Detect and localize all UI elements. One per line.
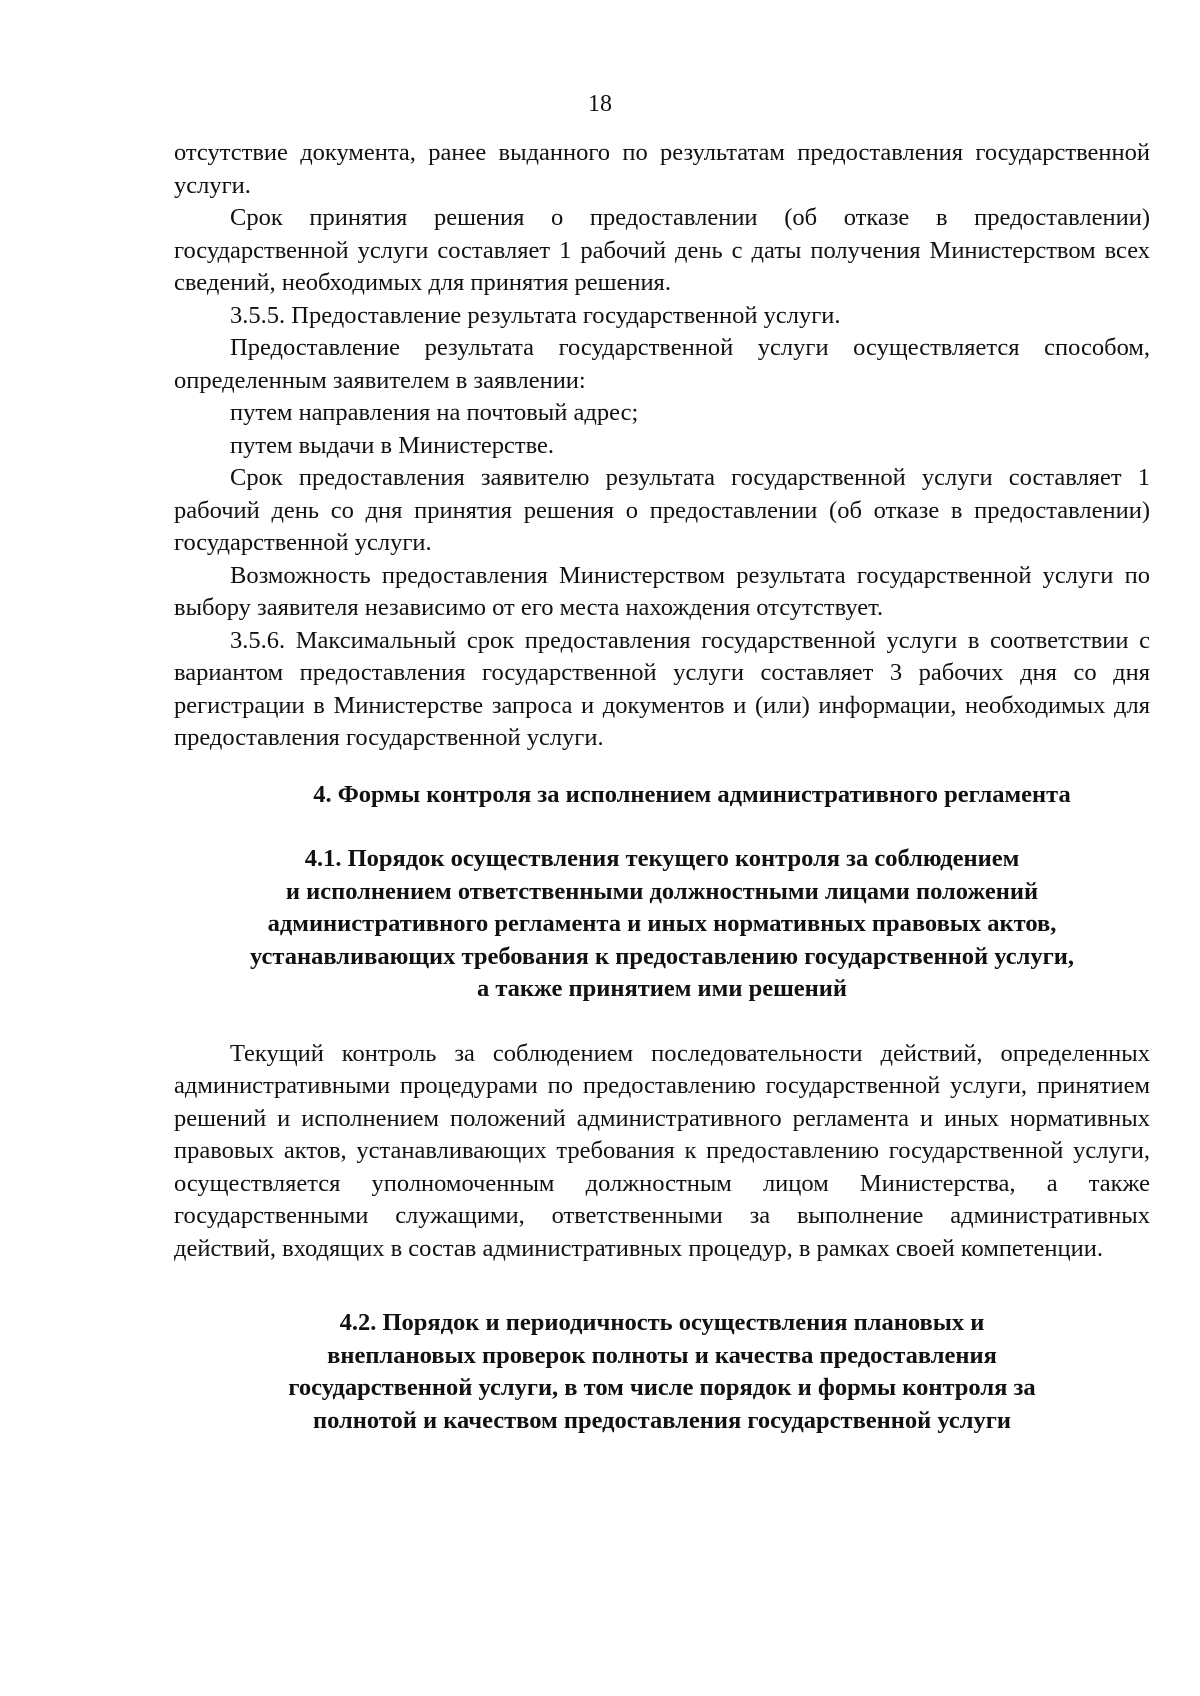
heading-line: 4.2. Порядок и периодичность осуществления плановых и [339,1309,985,1336]
paragraph: Срок предоставления заявителю результата государственной услуги составляет 1 рабочий день со дня принятия решения о предоставлении (об отказе в предоставлении) государственной услуги. [174,464,1150,556]
paragraph: путем направления на почтовый адрес; [230,399,639,426]
heading-line: а также принятием ими решений [476,975,848,1002]
heading-line: устанавливающих требования к предоставлению государственной услуги, [250,942,1074,970]
heading-line: административного регламента и иных нормативных правовых актов, [267,910,1057,937]
subsection-heading [174,1307,1150,1437]
heading-line: государственной услуги, в том числе порядок и формы контроля за [288,1374,1036,1401]
section-heading: 4. Формы контроля за исполнением административного регламента [313,780,1071,808]
heading-line: внеплановых проверок полноты и качества предоставления [327,1341,997,1369]
subsection-heading [174,843,1150,1006]
heading-line: и исполнением ответственными должностными лицами положений [285,877,1039,905]
heading-line: полнотой и качеством предоставления государственной услуги [312,1406,1012,1434]
paragraph: путем выдачи в Министерстве. [230,431,555,459]
document-body [174,137,1150,1437]
paragraph: 3.5.5. Предоставление результата государственной услуги. [230,301,841,329]
paragraph: Возможность предоставления Министерством результата государственной услуги по выбору заявителя независимо от его места нахождения отсутствует. [174,561,1150,621]
page-number: 18 [588,91,612,117]
heading-line: 4.1. Порядок осуществления текущего контроля за соблюдением [304,845,1020,872]
paragraph: Срок принятия решения о предоставлении (об отказе в предоставлении) государственной услуги составляет 1 рабочий день с даты получения Министерством всех сведений, необходимых для принятия решения. [174,204,1150,296]
paragraph: 3.5.6. Максимальный срок предоставления государственной услуги в соответствии с вариантом предоставления государственной услуги составляет 3 рабочих дня со дня регистрации в Министерстве запроса и документов и (или) информации, необходимых для предоставления государственной услуги. [174,626,1150,751]
paragraph: отсутствие документа, ранее выданного по результатам предоставления государственной услуги. [174,139,1150,199]
paragraph: Текущий контроль за соблюдением последовательности действий, определенных административными процедурами по предоставлению государственной услуги, принятием решений и исполнением положений административного регламента и иных нормативных правовых актов, устанавливающих требования к предоставлению государственной услуги, осуществляется уполномоченным должностным лицом Министерства, а также государственными служащими, ответственными за выполнение административных действий, входящих в состав административных процедур, в рамках своей компетенции. [174,1039,1150,1262]
paragraph: Предоставление результата государственной услуги осуществляется способом, определенным заявителем в заявлении: [174,334,1150,394]
